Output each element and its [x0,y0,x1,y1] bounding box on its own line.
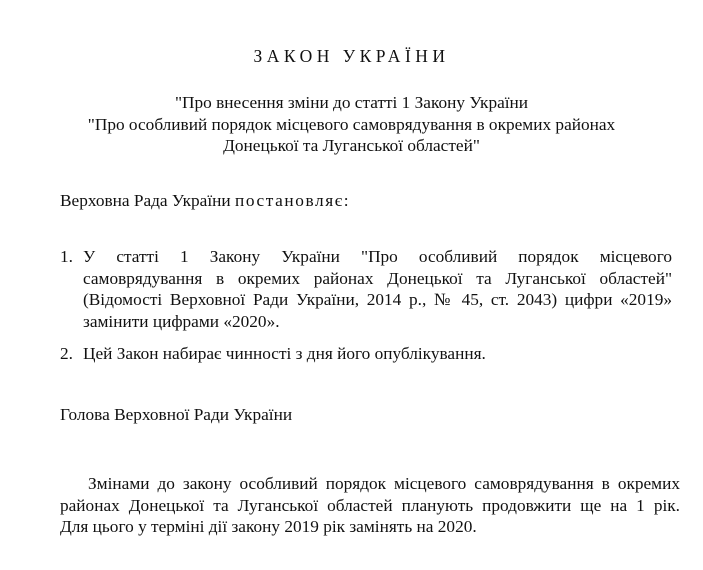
law-subtitle [0,92,703,157]
item-line: Цей Закон набирає чинності з дня його опублікування. [83,344,486,363]
note-line: Для цього у терміні дії закону 2019 рік замінять на 2020. [60,517,477,536]
preamble-verb: постановляє: [234,191,351,210]
subtitle-line: "Про особливий порядок місцевого самоврядування в окремих районах [87,114,616,134]
explanatory-note [60,473,680,538]
item-line: У статті 1 Закону України "Про особливий порядок місцевого [83,247,672,266]
preamble [60,190,350,212]
note-line: районах Донецької та Луганської областей планують продовжити ще на 1 рік. [60,495,680,515]
item-number: 2. [60,344,73,363]
subtitle-line: Донецької та Луганської областей" [223,136,480,155]
signature-line: Голова Верховної Ради України [60,405,293,424]
note-line: Змінами до закону особливий порядок місцевого самоврядування в окремих [88,474,680,493]
item-number: 1. [60,247,73,266]
item-line: (Відомості Верховної Ради України, 2014 р., № 45, ст. 2043) цифри «2019» [83,290,672,309]
item-line: замінити цифрами «2020». [83,311,280,331]
subtitle-line: "Про внесення зміни до статті 1 Закону України [174,93,529,112]
document-title: ЗАКОН УКРАЇНИ [253,46,450,66]
preamble-text: Верховна Рада України [60,191,235,210]
item-line: самоврядування в окремих районах Донецької та Луганської областей" [83,268,672,288]
